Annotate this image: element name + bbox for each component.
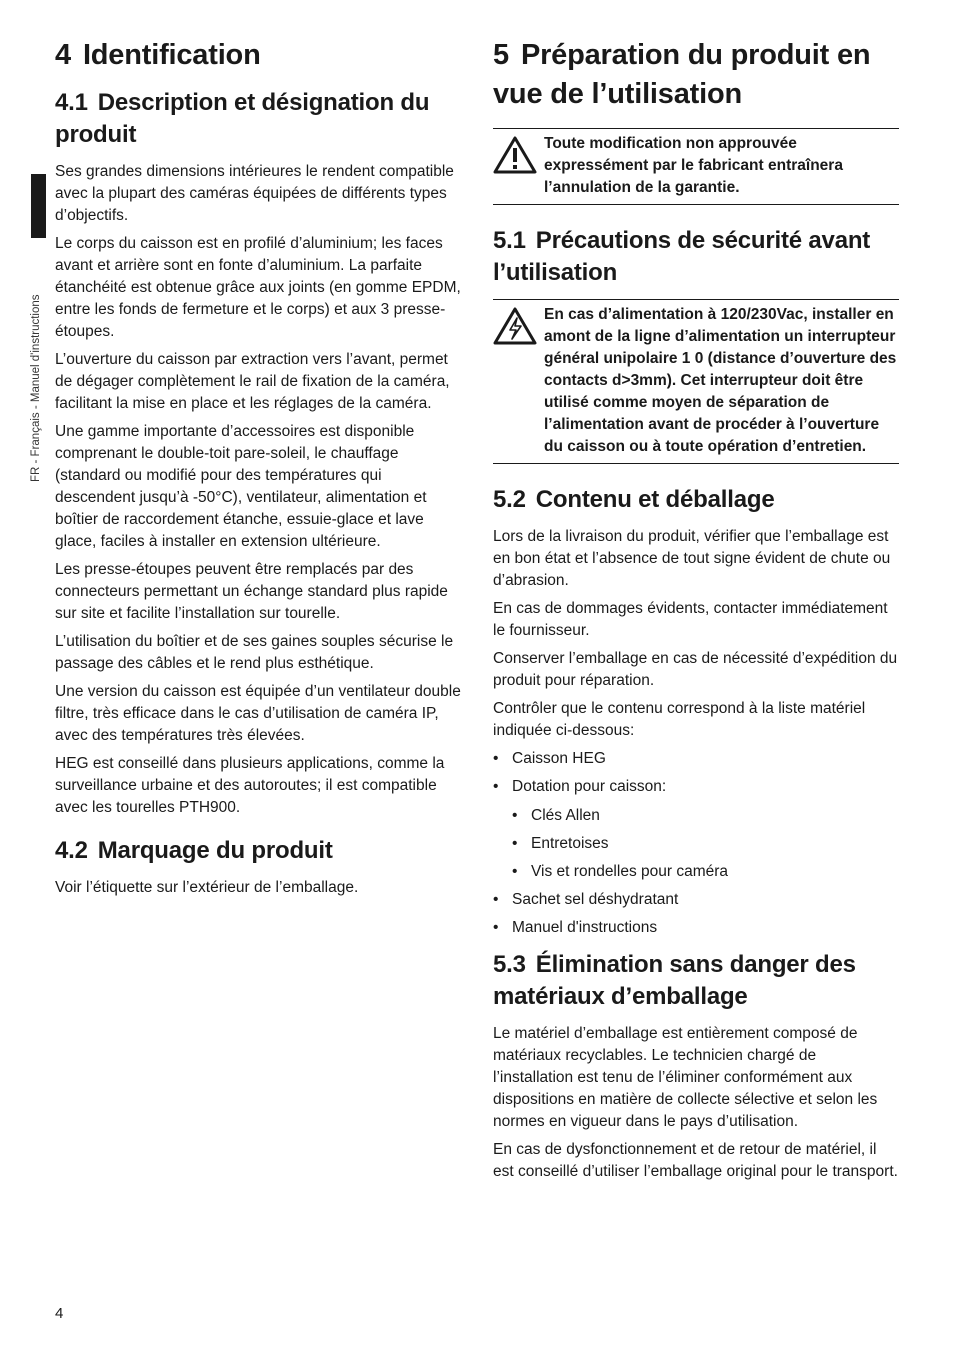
section-5-1-heading [493, 225, 899, 289]
electrical-warning-box [493, 299, 899, 464]
list-item: • Manuel d'instructions [493, 917, 899, 939]
section-number: 5.2 [493, 486, 526, 513]
paragraph: L’ouverture du caisson par extraction vers l’avant, permet de dégager complètement le rail de fixation de la caméra, facilitant la mise en place et les réglages de la caméra. [55, 351, 450, 412]
section-title: Précautions de sécurité avant l’utilisation [493, 227, 871, 286]
section-title: Contenu et déballage [535, 486, 775, 513]
section-number: 4 [55, 39, 71, 71]
paragraph: Le corps du caisson est en profilé d’aluminium; les faces avant et arrière sont en fonte d’aluminium. La parfaite étanchéité est obtenue grâce aux joints (en gomme EPDM, entre les fonds de fermeture et le corps) et aux 3 presse-étoupes. [55, 235, 461, 340]
right-column [493, 36, 899, 1189]
section-5-heading [493, 36, 899, 114]
paragraph: Une version du caisson est équipée d’un ventilateur double filtre, très efficace dans le cas d’utilisation de caméra IP, avec des températures très élevées. [55, 683, 461, 744]
paragraph: Ses grandes dimensions intérieures le rendent compatible avec la plupart des caméras équipées de différents types d’objectifs. [55, 163, 454, 224]
left-column [55, 36, 465, 905]
section-number: 5.1 [493, 227, 526, 254]
section-4-heading [55, 36, 465, 75]
warning-text: Toute modification non approuvée expressément par le fabricant entraînera l’annulation de la garantie. [544, 135, 843, 196]
paragraph: Voir l’étiquette sur l’extérieur de l’emballage. [55, 879, 359, 896]
paragraph: HEG est conseillé dans plusieurs applications, comme la surveillance urbaine et des autoroutes; il est compatible avec les tourelles PTH900. [55, 755, 445, 816]
paragraph: En cas de dysfonctionnement et de retour de matériel, il est conseillé d’utiliser l’emballage original pour le transport. [493, 1141, 898, 1180]
contents-list [493, 748, 899, 939]
paragraph: Une gamme importante d’accessoires est disponible comprenant le double-toit pare-soleil, le chauffage (standard ou modifié pour des températures qui descendent jusqu’à -50°C), ventilateur, alimentation et boîtier de raccordement étanche, essuie-glace et lave glace, faciles à installer en extension ultérieure. [55, 423, 427, 550]
side-label: FR - Français - Manuel d'instructions [30, 294, 42, 482]
section-title: Description et désignation du produit [55, 89, 430, 148]
section-5-3-heading [493, 949, 899, 1013]
page-number: 4 [55, 1305, 64, 1322]
section-5-2-heading [493, 484, 899, 516]
paragraph: Lors de la livraison du produit, vérifier que l’emballage est en bon état et l’absence de tout signe évident de chute ou d’abrasion. [493, 528, 891, 589]
sub-list-item: • Vis et rondelles pour caméra [512, 861, 899, 883]
paragraph: Le matériel d’emballage est entièrement composé de matériaux recyclables. Le technicien chargé de l’installation est tenu de l’éliminer conformément aux dispositions en matière de collecte sélective et selon les normes en vigueur dans le pays d’utilisation. [493, 1025, 878, 1130]
warning-box [493, 128, 899, 205]
paragraph: Contrôler que le contenu correspond à la liste matériel indiquée ci-dessous: [493, 700, 866, 739]
paragraph: Les presse-étoupes peuvent être remplacés par des connecteurs permettant un échange standard plus rapide sur site et facilite l’installation sur tourelle. [55, 561, 448, 622]
section-number: 4.1 [55, 89, 88, 116]
electrical-hazard-icon [493, 304, 544, 458]
sub-list-item: • Entretoises [512, 833, 899, 855]
list-item [493, 776, 899, 883]
paragraph: En cas de dommages évidents, contacter immédiatement le fournisseur. [493, 600, 888, 639]
list-item-label: Dotation pour caisson: [512, 778, 667, 795]
section-number: 4.2 [55, 837, 88, 864]
section-title: Préparation du produit en vue de l’utilisation [493, 39, 871, 110]
section-title: Élimination sans danger des matériaux d’emballage [493, 951, 856, 1010]
section-number: 5.3 [493, 951, 526, 978]
paragraph: L’utilisation du boîtier et de ses gaines souples sécurise le passage des câbles et le rend plus esthétique. [55, 633, 454, 672]
sub-list [512, 805, 899, 883]
sub-list-item: • Clés Allen [512, 805, 899, 827]
section-4-1-heading [55, 87, 465, 151]
section-title: Marquage du produit [97, 837, 333, 864]
warning-triangle-icon [493, 133, 544, 199]
list-item: • Sachet sel déshydratant [493, 889, 899, 911]
warning-text: En cas d’alimentation à 120/230Vac, installer en amont de la ligne d’alimentation un interrupteur général unipolaire 1 0 (distance d’ouverture des contacts d>3mm). Cet interrupteur doit être utilisé comme moyen de séparation de l’alimentation avant de procéder à l’ouverture du caisson ou à toute opération d’entretien. [544, 306, 897, 455]
side-tab-marker [31, 174, 46, 238]
paragraph: Conserver l’emballage en cas de nécessité d’expédition du produit pour réparation. [493, 650, 898, 689]
section-4-2-heading [55, 835, 465, 867]
section-title: Identification [82, 39, 261, 71]
list-item: • Caisson HEG [493, 748, 899, 770]
section-number: 5 [493, 39, 509, 71]
